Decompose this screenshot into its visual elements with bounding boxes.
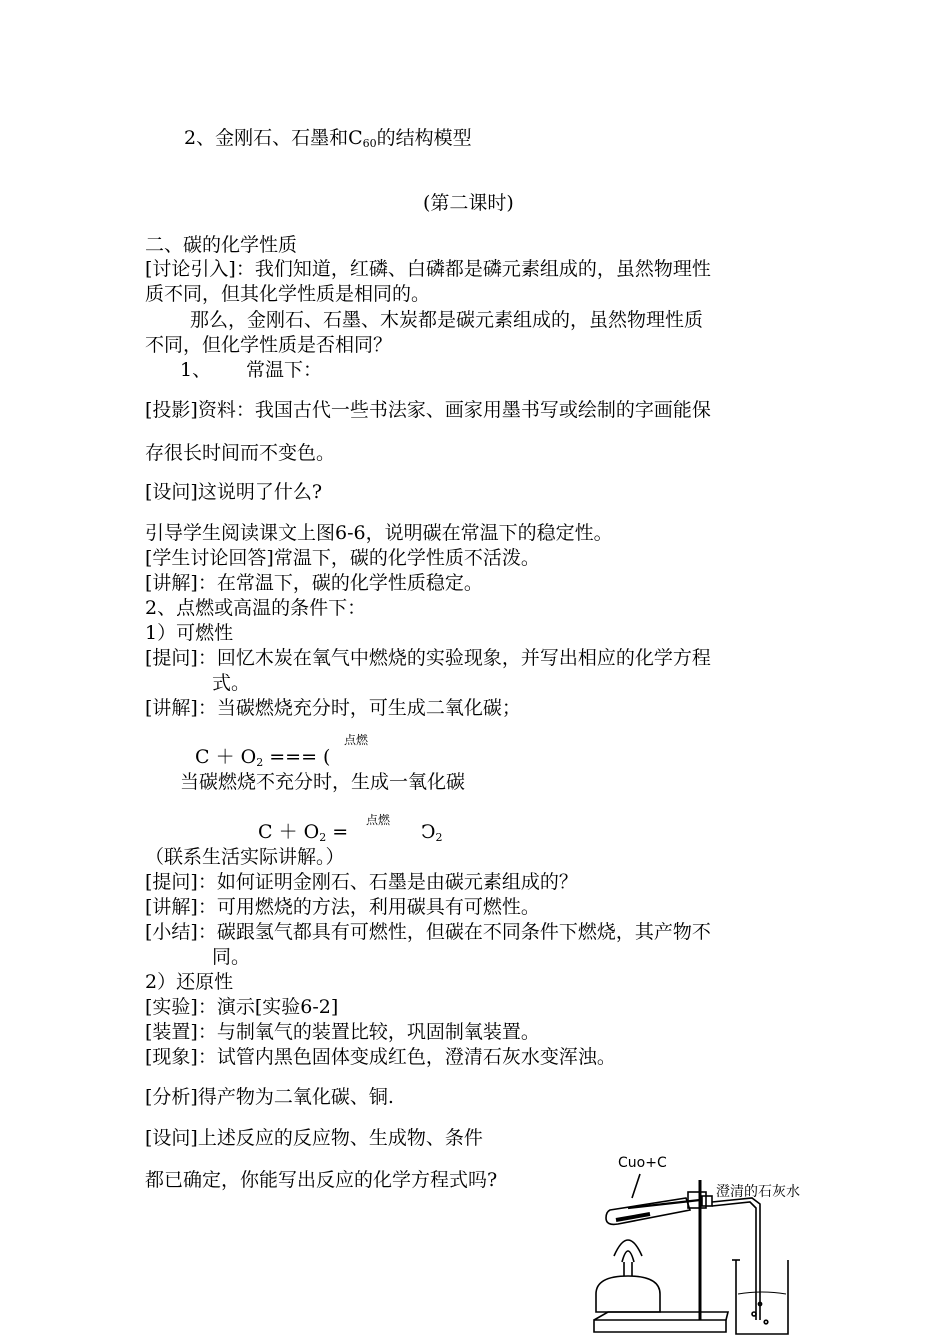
eq1-sub: 2 xyxy=(256,756,264,769)
discuss-intro-line2: 质不同，但其化学性质是相同的。 xyxy=(145,283,431,305)
question1: [设问]这说明了什么? xyxy=(145,481,323,503)
ask1-line2: 式。 xyxy=(212,672,251,694)
apparatus: [装置]：与制氧气的装置比较，巩固制氧装置。 xyxy=(145,1021,540,1043)
eq2-right xyxy=(421,820,443,850)
summary-line2: 同。 xyxy=(212,946,251,968)
projection-line2: 存很长时间而不变色。 xyxy=(145,442,336,464)
eq2-right-text: Ͻ xyxy=(421,821,436,843)
item2: 2、点燃或高温的条件下： xyxy=(145,597,367,619)
analysis: [分析]得产物为二氧化碳、铜. xyxy=(145,1086,394,1108)
sub2-reducibility: 2）还原性 xyxy=(145,971,234,993)
section-title: 二、碳的化学性质 xyxy=(145,234,298,256)
apparatus-drawing xyxy=(588,1144,828,1340)
eq2-left: C ＋ O xyxy=(258,821,320,843)
eq2-right-sub: 2 xyxy=(435,831,443,844)
experiment: [实验]：演示[实验6-2] xyxy=(145,996,339,1018)
ask1-line1: [提问]：回忆木炭在氧气中燃烧的实验现象，并写出相应的化学方程 xyxy=(145,647,711,669)
label-reactants: Cuo+C xyxy=(618,1155,667,1171)
eq2-arrow: = xyxy=(326,821,349,843)
label-limewater: 澄清的石灰水 xyxy=(716,1184,800,1200)
sub1-combustibility: 1）可燃性 xyxy=(145,622,234,644)
eq1-condition: 点燃 xyxy=(344,733,369,747)
eq1-arrow: === ( xyxy=(263,746,331,768)
discuss-intro-line3: 那么，金刚石、石墨、木炭都是碳元素组成的，虽然物理性质 xyxy=(190,309,704,331)
eq1-left: C ＋ O xyxy=(195,746,257,768)
models-heading-suffix: 的结构模型 xyxy=(376,127,472,149)
lesson-label: (第二课时) xyxy=(423,192,514,214)
life-note: （联系生活实际讲解。） xyxy=(145,846,345,868)
discuss-intro-line4: 不同，但化学性质是否相同？ xyxy=(145,334,393,356)
projection-line1: [投影]资料：我国古代一些书法家、画家用墨书写或绘制的字画能保 xyxy=(145,399,711,421)
item1-number: 1、 xyxy=(180,359,212,381)
explain1: [讲解]：在常温下，碳的化学性质稳定。 xyxy=(145,572,483,594)
discuss-intro-line1: [讨论引入]：我们知道，红磷、白磷都是磷元素组成的，虽然物理性 xyxy=(145,258,711,280)
eq2-condition: 点燃 xyxy=(366,813,391,827)
question2-line1: [设问]上述反应的反应物、生成物、条件 xyxy=(145,1127,483,1149)
phenomenon: [现象]：试管内黑色固体变成红色，澄清石灰水变浑浊。 xyxy=(145,1046,616,1068)
eq1-cover xyxy=(334,748,404,766)
models-heading-sub: 60 xyxy=(362,137,377,150)
incomplete-combustion: 当碳燃烧不充分时，生成一氧化碳 xyxy=(180,771,466,793)
explain3: [讲解]：可用燃烧的方法，利用碳具有可燃性。 xyxy=(145,896,540,918)
explain2: [讲解]：当碳燃烧充分时，可生成二氧化碳； xyxy=(145,697,521,719)
models-heading-prefix: 2、金刚石、石墨和C xyxy=(184,127,363,149)
student-answer: [学生讨论回答]常温下，碳的化学性质不活泼。 xyxy=(145,547,540,569)
apparatus-figure xyxy=(588,1144,828,1340)
question2-line2: 都已确定，你能写出反应的化学方程式吗? xyxy=(145,1169,498,1191)
eq2-sub: 2 xyxy=(319,831,327,844)
guide-text: 引导学生阅读课文上图6-6，说明碳在常温下的稳定性。 xyxy=(145,522,613,544)
item1-text: 常温下： xyxy=(246,359,323,381)
summary-line1: [小结]：碳跟氢气都具有可燃性，但碳在不同条件下燃烧，其产物不 xyxy=(145,921,711,943)
models-heading xyxy=(184,126,472,156)
ask2: [提问]：如何证明金刚石、石墨是由碳元素组成的？ xyxy=(145,871,578,893)
